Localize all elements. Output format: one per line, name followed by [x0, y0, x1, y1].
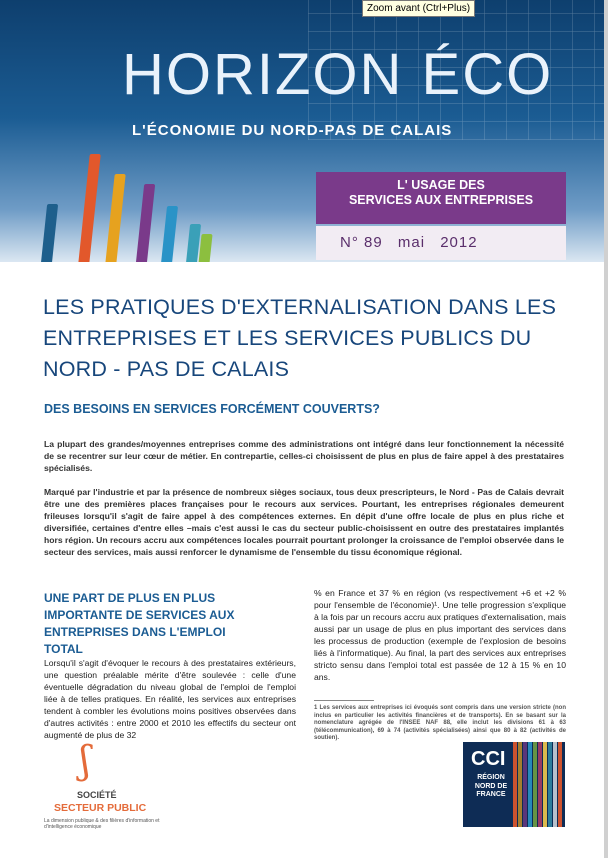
publication-title: HORIZON ÉCO — [122, 42, 554, 107]
intro-paragraph-2: Marqué par l'industrie et par la présence de nombreux sièges sociaux, tous deux prescripteurs, le Nord - Pas de Calais devrait être une des premières places françaises pour le recours aux services. Pourtant, les entreprises régionales demeurent frileuses lorsqu'il s'agit de faire appel à des compétences externes. En dépit d'une offre locale de plus en plus riche et diversifiée, certaines d'entre elles –mais c'est aussi le cas du secteur public-choisissent en outre des prestataires implantés hors région. Un recours accru aux compétences locales pourrait pourtant prolonger la croissance de l'emploi observée dans le secteur des services, mais aussi renforcer le dynamisme de l'ensemble du tissu économique régional. — [44, 487, 564, 557]
cci-stripe — [518, 742, 522, 827]
logo-bar — [161, 206, 178, 262]
footnote-rule — [314, 700, 374, 701]
footnote: 1 Les services aux entreprises ici évoqués sont compris dans une version stricte (non inclus en particulier les activités financières et de transports). En se basant sur la nomenclature agrégée de l'INSEE NAF 88, elle inclut les divisions 61 à 63 (télécommunication), 69 à 74 (activités spécialisées) ainsi que 80 à 82 (activités de soutien). — [314, 705, 566, 741]
cci-logo-name: CCI — [471, 748, 506, 770]
cci-stripe — [543, 742, 547, 827]
section-title: UNE PART DE PLUS EN PLUS IMPORTANTE DE SERVICES AUX ENTREPRISES DANS L'EMPLOI TOTAL — [44, 591, 235, 656]
cci-logo-region: RÉGION NORD DE FRANCE — [474, 774, 508, 798]
logo-bar — [78, 154, 101, 262]
sp-logo-line-2: SECTEUR PUBLIC — [54, 802, 147, 814]
issue-year: 2012 — [440, 234, 478, 251]
intro-paragraph-1: La plupart des grandes/moyennes entreprises comme des administrations ont intégré dans leur fonctionnement la nécessité de se recentrer sur leur cœur de métier. En contrepartie, celles-ci choisissent de plus en plus de faire appel à des prestataires spécialisés. — [44, 439, 564, 473]
sp-logo-tagline: La dimension publique & des filières d'information et d'intelligence économique — [44, 818, 160, 830]
issue-info — [340, 234, 488, 251]
article-subheading: DES BESOINS EN SERVICES FORCÉMENT COUVERTS? — [44, 402, 380, 416]
zoom-tooltip: Zoom avant (Ctrl+Plus) — [362, 0, 475, 17]
cci-stripe — [523, 742, 527, 827]
topic-line-1: L' USAGE DES — [397, 178, 485, 192]
masthead — [0, 0, 608, 262]
societe-secteur-public-logo — [44, 738, 190, 848]
logo-bar — [105, 174, 125, 262]
cci-stripe — [553, 742, 557, 827]
logo-bar — [198, 234, 212, 262]
logo-color-bars — [40, 152, 200, 262]
issue-number: N° 89 — [340, 234, 383, 251]
cci-logo-stripes — [513, 742, 565, 827]
cci-stripe — [528, 742, 532, 827]
publication-subtitle: L'ÉCONOMIE DU NORD-PAS DE CALAIS — [132, 122, 453, 139]
issue-month: mai — [397, 234, 426, 251]
sp-logo-mark-icon: ʃ — [80, 738, 91, 782]
cci-stripe — [533, 742, 537, 827]
column-left-text: Lorsqu'il s'agit d'évoquer le recours à des prestataires extérieurs, une question préalable mérite d'être soulevée : celle d'une éventuelle dégradation du niveau global de l'emploi de l'emploi liée à de telles pratiques. En réalité, les services aux entreprises tendent à combler les évolutions moins positives observées dans d'autres activités : entre 2000 et 2010 les effectifs du secteur ont augmenté de plus de 32 — [44, 658, 296, 740]
viewer-edge — [604, 0, 608, 858]
cci-stripe — [538, 742, 542, 827]
logo-bar — [41, 204, 58, 262]
cci-stripe — [513, 742, 517, 827]
topic-band-text — [316, 178, 566, 208]
article-headline: LES PRATIQUES D'EXTERNALISATION DANS LES ENTREPRISES ET LES SERVICES PUBLICS DU NORD - PAS DE CALAIS — [43, 295, 557, 381]
cci-stripe — [548, 742, 552, 827]
topic-line-2: SERVICES AUX ENTREPRISES — [348, 193, 534, 207]
cci-logo — [463, 742, 565, 827]
logo-bar — [136, 184, 155, 262]
sp-logo-line-1: SOCIÉTÉ — [77, 790, 117, 800]
cci-stripe — [558, 742, 562, 827]
column-right-text: % en France et 37 % en région (vs respectivement +6 et +2 % pour l'ensemble de l'économie)¹. Une telle progression s'explique à la fois par un recours accru aux pratiques d'externalisation, mais aussi par un usage de plus en plus important des services dans les processus de production (exemple de l'explosion de besoins liés à l'informatique). Au final, la part des services aux entreprises stricto sensu dans l'emploi total est passée de 12 à 15 % en 10 ans. — [314, 588, 566, 682]
